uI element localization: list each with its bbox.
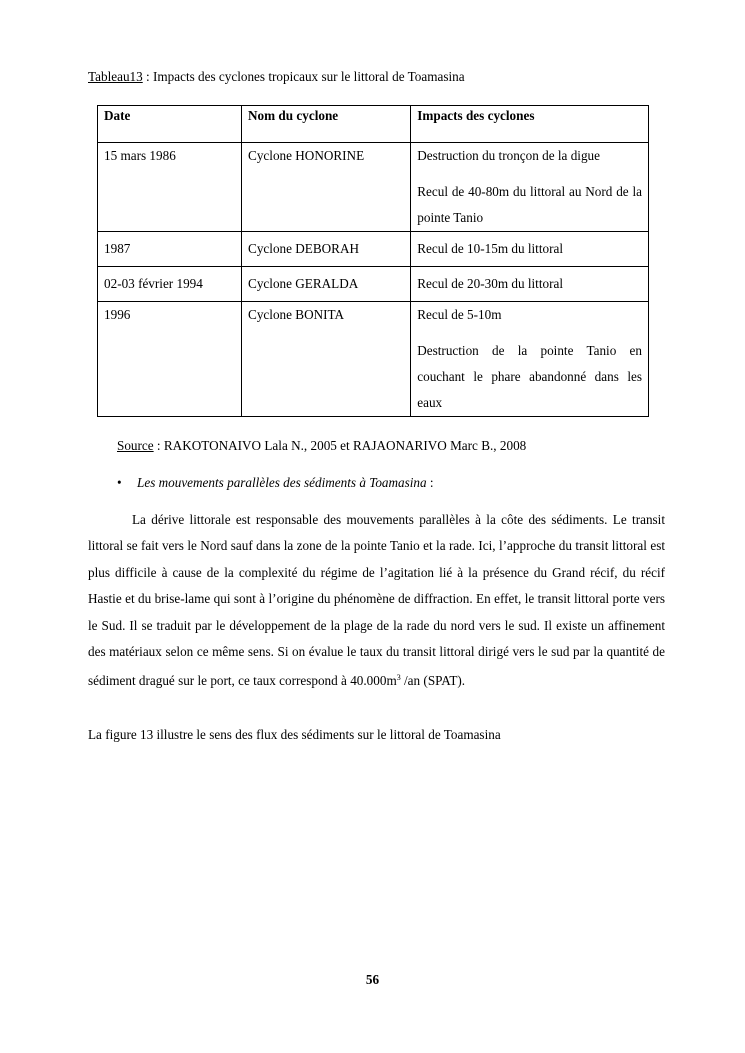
impact-line: Destruction du tronçon de la digue <box>417 148 600 163</box>
table-row <box>98 143 649 232</box>
table-header-row <box>98 106 649 143</box>
impact-line: Destruction de la pointe Tanio en couchant le phare abandonné dans les eaux <box>417 343 642 410</box>
cell-date-text: 02-03 février 1994 <box>104 276 203 291</box>
source-label: Source <box>117 438 154 453</box>
cell-name-text: Cyclone HONORINE <box>248 148 365 163</box>
cell-impacts <box>411 232 649 267</box>
header-date: Date <box>98 106 242 143</box>
bullet-heading: Les mouvements parallèles des sédiments à Toamasina <box>137 475 427 490</box>
table-row <box>98 232 649 267</box>
caption-text: : Impacts des cyclones tropicaux sur le littoral de Toamasina <box>142 69 465 84</box>
table-source <box>117 438 526 454</box>
cell-date <box>98 267 242 302</box>
paragraph-text-end: /an (SPAT). <box>400 673 466 689</box>
cell-date <box>98 232 242 267</box>
cell-name <box>242 143 411 232</box>
cell-name <box>242 232 411 267</box>
cell-date <box>98 302 242 417</box>
cell-date <box>98 143 242 232</box>
impact-line: Recul de 40-80m du littoral au Nord de la pointe Tanio <box>417 184 642 225</box>
page-number: 56 <box>365 972 380 987</box>
cell-name-text: Cyclone GERALDA <box>248 276 359 291</box>
cell-impacts <box>411 302 649 417</box>
header-impacts: Impacts des cyclones <box>411 106 649 143</box>
cell-name-text: Cyclone DEBORAH <box>248 241 360 256</box>
table-row <box>98 302 649 417</box>
table-caption <box>88 69 465 85</box>
cell-name <box>242 302 411 417</box>
cell-date-text: 1987 <box>104 241 131 256</box>
cell-name-text: Cyclone BONITA <box>248 307 345 322</box>
cell-name <box>242 267 411 302</box>
impact-line: Recul de 5-10m <box>417 307 502 322</box>
cell-date-text: 1996 <box>104 307 131 322</box>
superscript: 3 <box>396 673 401 683</box>
cell-date-text: 15 mars 1986 <box>104 148 176 163</box>
header-cyclone-name: Nom du cyclone <box>242 106 411 143</box>
bullet-text-wrap <box>137 475 434 491</box>
paragraph-text: La dérive littorale est responsable des mouvements parallèles à la côte des sédiments. Le transit littoral se fait vers le Nord sauf dans la zone de la pointe Tanio et la rade. Ici, l’approche du transit littoral est plus difficile à cause de la complexité du régime de l’agitation lié à la présence du Grand récif, du récif Hastie et du brise-lame qui sont à l’origine du phénomène de diffraction. En effet, le transit littoral porte vers le Sud. Il se traduit par le développement de la plage de la rade du nord vers le sud. Il existe un affinement des matériaux selon ce même sens. Si on évalue le taux du transit littoral dirigé vers le sud par la quantité de sédiment dragué sur le port, ce taux correspond à 40.000m <box>88 512 665 689</box>
bullet-suffix: : <box>426 475 434 490</box>
body-paragraph <box>88 507 665 695</box>
impact-line: Recul de 20-30m du littoral <box>417 276 564 291</box>
cell-impacts <box>411 143 649 232</box>
source-text: : RAKOTONAIVO Lala N., 2005 et RAJAONARIVO Marc B., 2008 <box>153 438 527 453</box>
body-paragraph-2: La figure 13 illustre le sens des flux des sédiments sur le littoral de Toamasina <box>88 727 501 742</box>
bullet-dot: • <box>117 475 122 490</box>
cyclone-impacts-table <box>97 105 649 417</box>
impact-line: Recul de 10-15m du littoral <box>417 241 564 256</box>
cell-impacts <box>411 267 649 302</box>
table-row <box>98 267 649 302</box>
caption-label: Tableau13 <box>88 69 143 84</box>
